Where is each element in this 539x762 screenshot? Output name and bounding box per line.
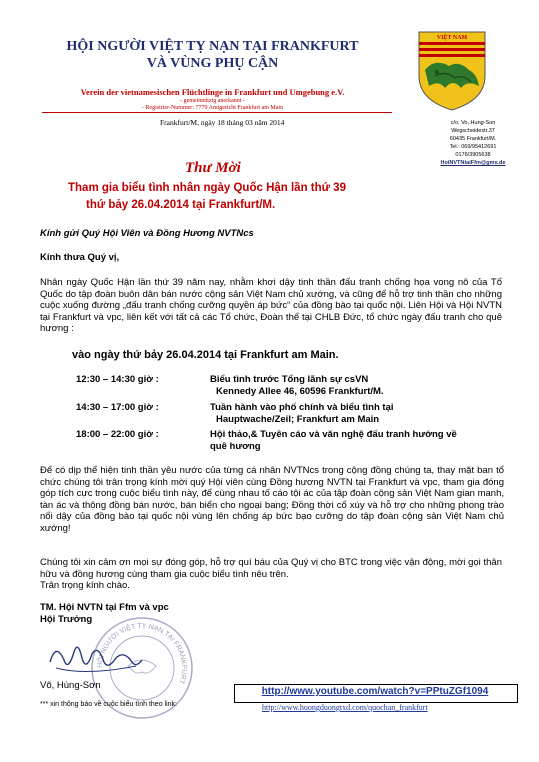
address-line: 0176/3905638 bbox=[455, 152, 491, 158]
website-link[interactable]: http://www.huongduongtxd.com/quochan_frankfurt bbox=[262, 703, 428, 712]
footnote: *** xin thông báo về cuộc biểu tình theo link: bbox=[40, 701, 177, 708]
youtube-link[interactable]: http://www.youtube.com/watch?v=PPtuZGf1094 bbox=[261, 686, 489, 697]
schedule-time: 12:30 – 14:30 giờ : bbox=[76, 374, 159, 385]
org-title-line1: HỘI NGƯỜI VIỆT TỴ NẠN TẠI FRANKFURT bbox=[66, 39, 359, 54]
flag-logo-icon bbox=[415, 30, 489, 112]
paragraph-intro: Nhân ngày Quốc Hận lần thứ 39 năm nay, nhằm khơi dậy tinh thần đấu tranh chống họa vong nô của Tổ Quốc do tập đoàn buôn dân bán nước cộng sản Việt Nam chủ xướng, và cũng để hỗ trợ tinh thần cho những cuộc xuống đường „đấu tranh chống cưỡng quyền áp bức“ của đồng bào tại quốc nội. Liên Hội và Hội NVTN tại Frankfurt và vpc, liên kết với tất cả các Tổ chức, Đoàn thể tại CHLB Đức, tổ chức ngày đấu tranh cho quê hương : bbox=[40, 277, 502, 334]
schedule-time: 18:00 – 22:00 giờ : bbox=[76, 429, 159, 440]
email-link[interactable]: HoiNVTNtaiFfm@gmx.de bbox=[440, 160, 506, 166]
schedule-desc-line: Hauptwache/Zeil; Frankfurt am Main bbox=[216, 413, 380, 425]
letter-date: Frankfurt/M, ngày 18 tháng 03 năm 2014 bbox=[160, 118, 285, 127]
letter-title: Thư Mời bbox=[185, 160, 241, 176]
recipient-line: Kính gửi Quý Hội Viên và Đồng Hương NVTNcs bbox=[40, 228, 254, 239]
schedule-desc-line: Hội thảo,& Tuyên cáo và văn nghệ đấu tranh hướng về bbox=[210, 429, 457, 440]
closing-line: Trân trọng kính chào. bbox=[40, 580, 130, 591]
address-line: 60435 Frankfurt/M. bbox=[449, 136, 497, 142]
schedule-time: 14:30 – 17:00 giờ : bbox=[76, 402, 159, 413]
stamp-text: HỘI NGƯỜI VIỆT TỴ NẠN TẠI FRANKFURT bbox=[96, 622, 188, 685]
letter-subtitle-line1: Tham gia biểu tình nhân ngày Quốc Hận lần thứ 39 bbox=[68, 182, 346, 194]
paragraph-invitation: Để có dịp thể hiện tinh thần yêu nước của từng cá nhân NVTNcs trong cộng đồng chúng ta, thay mặt ban tổ chức chúng tôi trân trọng kính mời quý Hội viên cùng Đồng hương NVTN tại Frankfurt và vpc, tham gia đóng góp tích cực trong cuộc biểu tình này, để cùng nhau tố cáo tội ác của tập đoàn cộng sản Việt Nam gian manh, tàn ác và thông đồng bán nước, bán biển cho ngoại bang; Đồng thời cổ xúy và hỗ trợ cho những phong trào nổi dậy của đồng bào tại quốc nội vùng lên chống áp bức bạo cưỡng do tập đoàn cộng sản Việt Nam chủ xướng! bbox=[40, 465, 504, 534]
address-line: Tel.: 069/95412691 bbox=[449, 144, 497, 150]
signature-org: TM. Hội NVTN tại Ffm và vpc bbox=[40, 602, 169, 613]
paragraph-thanks: Chúng tôi xin cảm ơn mọi sự đóng góp, hỗ trợ quí báu của Quý vị cho BTC trong việc vận động, mời gọi thân hữu và đồng hương cùng tham gia cuộc biểu tình nêu trên. bbox=[40, 557, 502, 580]
sender-address bbox=[418, 119, 528, 167]
flag-caption: VIỆT NAM bbox=[436, 35, 468, 41]
schedule-desc-line: Kennedy Allee 46, 60596 Frankfurt/M. bbox=[216, 385, 384, 397]
signer-name: Võ, Hùng-Sơn bbox=[40, 680, 101, 691]
header-divider bbox=[42, 112, 392, 113]
org-charity-note: - gemeinnützig anerkannt - bbox=[180, 98, 245, 104]
schedule-item bbox=[210, 429, 460, 452]
address-line: c/o. Vo, Hung-Son bbox=[450, 120, 496, 126]
schedule-item bbox=[210, 374, 460, 397]
org-register-number: - Registrier-Nummer: 7779 Amtgericht Frankfurt am Main bbox=[141, 105, 284, 111]
org-title-line2: VÀ VÙNG PHỤ CẬN bbox=[146, 56, 279, 71]
schedule-desc-line: Tuần hành vào phố chính và biểu tình tại bbox=[210, 402, 394, 413]
letter-subtitle-line2: thứ bảy 26.04.2014 tại Frankfurt/M. bbox=[86, 199, 276, 211]
handwritten-signature-icon bbox=[46, 632, 146, 682]
address-line: Wegscheidestr.37 bbox=[451, 128, 495, 134]
org-german-name: Verein der vietnamesischen Flüchtlinge in Frankfurt und Umgebung e.V. bbox=[80, 87, 345, 97]
signature-role: Hội Trưởng bbox=[40, 614, 93, 625]
schedule-desc-line: quê hương bbox=[210, 440, 261, 452]
schedule-item bbox=[210, 402, 460, 425]
schedule-desc-line: Biểu tình trước Tổng lãnh sự csVN bbox=[210, 374, 369, 385]
salutation: Kính thưa Quý vị, bbox=[40, 252, 120, 263]
event-headline: vào ngày thứ bảy 26.04.2014 tại Frankfurt am Main. bbox=[72, 349, 339, 361]
